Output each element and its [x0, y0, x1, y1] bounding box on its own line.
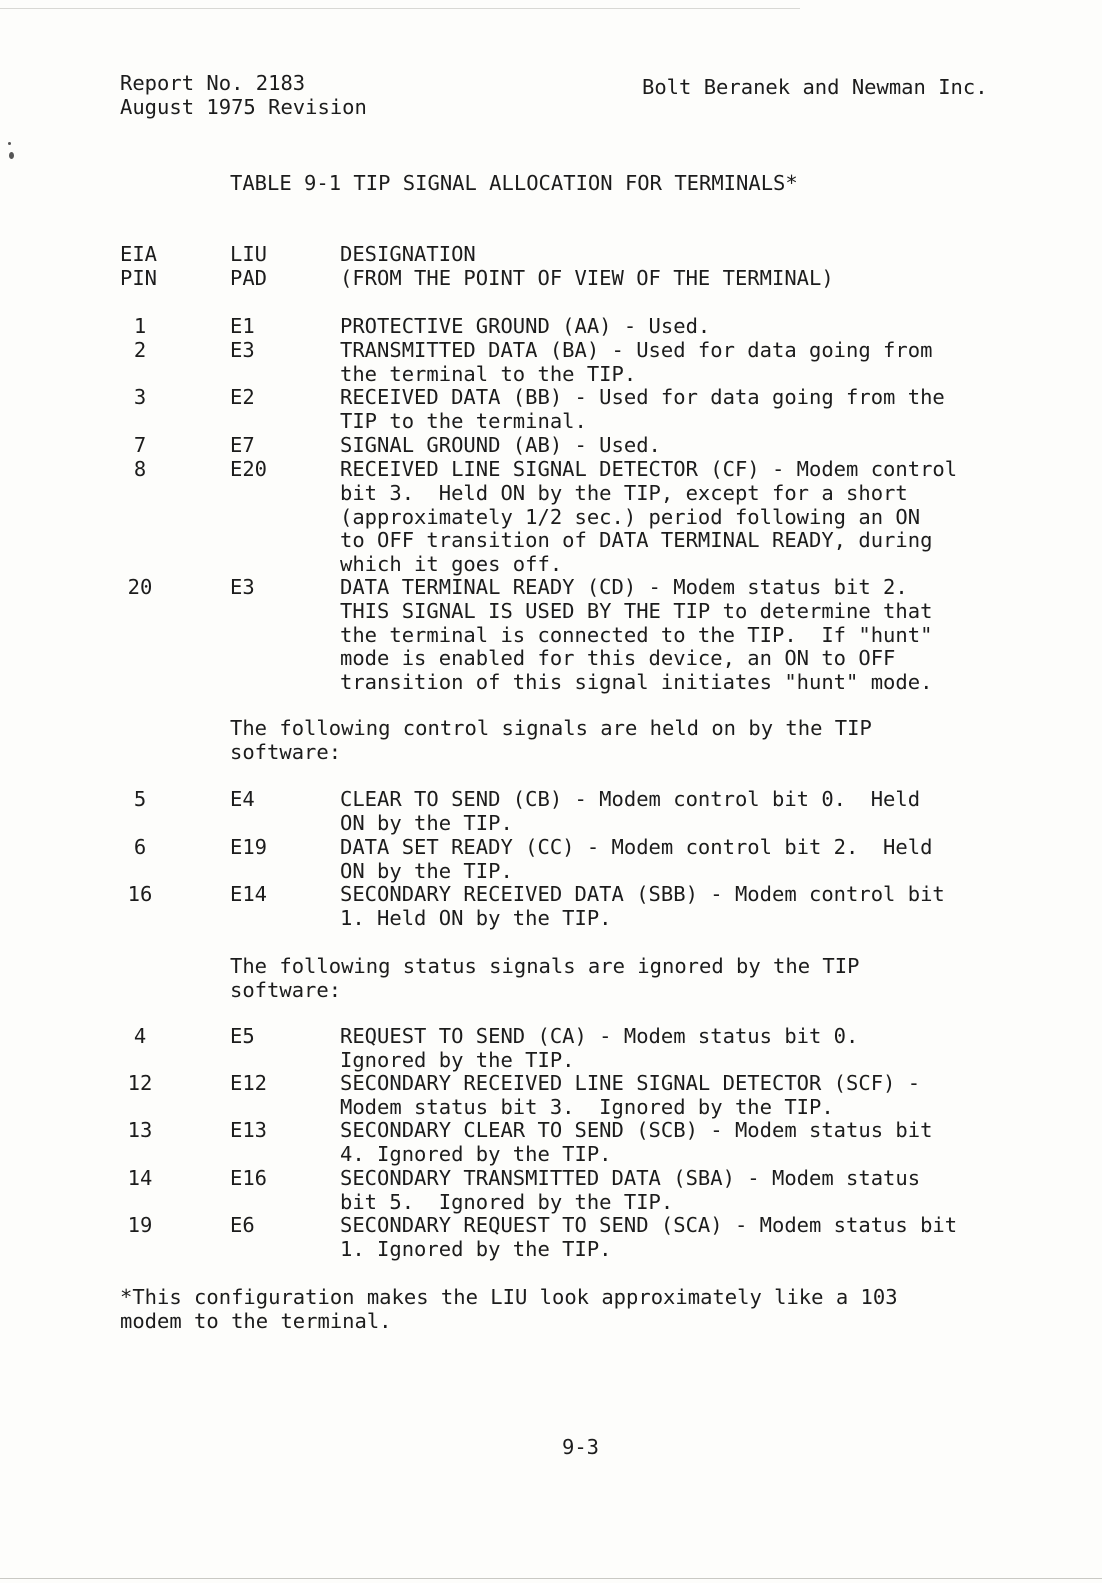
- liu-pad: E5: [230, 1024, 255, 1048]
- eia-pin: 7: [133, 433, 147, 457]
- eia-pin: 5: [133, 787, 147, 811]
- eia-pin: 1: [133, 314, 147, 338]
- designation: PROTECTIVE GROUND (AA) - Used.: [340, 314, 711, 338]
- eia-pin: 12: [127, 1071, 153, 1095]
- liu-pad: E14: [230, 882, 268, 906]
- designation: SECONDARY CLEAR TO SEND (SCB) - Modem status bit 4. Ignored by the TIP.: [340, 1118, 933, 1166]
- top-edge-rule: [0, 8, 800, 9]
- liu-pad: E16: [230, 1166, 268, 1190]
- liu-pad: E3: [230, 575, 255, 599]
- pin-header-line2: PIN: [120, 266, 158, 290]
- footnote: *This configuration makes the LIU look approximately like a 103 modem to the terminal.: [120, 1285, 898, 1333]
- eia-pin: 6: [133, 835, 147, 859]
- designation: SIGNAL GROUND (AB) - Used.: [340, 433, 661, 457]
- table-title: TABLE 9-1 TIP SIGNAL ALLOCATION FOR TERMINALS*: [230, 171, 798, 195]
- designation: SECONDARY REQUEST TO SEND (SCA) - Modem status bit 1. Ignored by the TIP.: [340, 1213, 958, 1261]
- scan-speck: [6, 140, 14, 162]
- liu-pad: E19: [230, 835, 268, 859]
- eia-pin: 16: [127, 882, 153, 906]
- eia-pin: 19: [127, 1213, 153, 1237]
- status-signals-note: The following status signals are ignored by the TIP software:: [230, 954, 860, 1002]
- bottom-edge-rule: [0, 1578, 1102, 1579]
- liu-pad: E2: [230, 385, 255, 409]
- designation: RECEIVED DATA (BB) - Used for data going from the TIP to the terminal.: [340, 385, 945, 433]
- liu-pad: E4: [230, 787, 255, 811]
- designation: SECONDARY RECEIVED DATA (SBB) - Modem control bit 1. Held ON by the TIP.: [340, 882, 945, 930]
- revision-date: August 1975 Revision: [120, 95, 367, 119]
- liu-pad: E7: [230, 433, 255, 457]
- designation: SECONDARY RECEIVED LINE SIGNAL DETECTOR (SCF) - Modem status bit 3. Ignored by the TIP.: [340, 1071, 921, 1119]
- designation: SECONDARY TRANSMITTED DATA (SBA) - Modem status bit 5. Ignored by the TIP.: [340, 1166, 921, 1214]
- eia-pin: 13: [127, 1118, 153, 1142]
- pin-header-line1: EIA: [120, 242, 158, 266]
- pad-header-line2: PAD: [230, 266, 268, 290]
- designation: DATA SET READY (CC) - Modem control bit 2. Held ON by the TIP.: [340, 835, 933, 883]
- designation: RECEIVED LINE SIGNAL DETECTOR (CF) - Modem control bit 3. Held ON by the TIP, except for a short (approximately 1/2 sec.) period following an ON to OFF transition of DATA TERMINAL READY, during which it goes off.: [340, 457, 958, 577]
- page-number: 9-3: [562, 1435, 600, 1459]
- company-name: Bolt Beranek and Newman Inc.: [642, 75, 988, 99]
- control-signals-note: The following control signals are held on by the TIP software:: [230, 716, 872, 764]
- liu-pad: E3: [230, 338, 255, 362]
- designation: CLEAR TO SEND (CB) - Modem control bit 0. Held ON by the TIP.: [340, 787, 921, 835]
- eia-pin: 4: [133, 1024, 147, 1048]
- liu-pad: E13: [230, 1118, 268, 1142]
- designation: REQUEST TO SEND (CA) - Modem status bit 0. Ignored by the TIP.: [340, 1024, 859, 1072]
- designation: DATA TERMINAL READY (CD) - Modem status bit 2. THIS SIGNAL IS USED BY THE TIP to determine that the terminal is connected to the TIP. If "hunt" mode is enabled for this device, an ON to OFF transition of this signal initiates "hunt" mode.: [340, 575, 933, 695]
- designation: TRANSMITTED DATA (BA) - Used for data going from the terminal to the TIP.: [340, 338, 933, 386]
- pad-header-line1: LIU: [230, 242, 268, 266]
- eia-pin: 20: [127, 575, 153, 599]
- eia-pin: 8: [133, 457, 147, 481]
- liu-pad: E20: [230, 457, 268, 481]
- designation-header-line1: DESIGNATION: [340, 242, 476, 266]
- liu-pad: E6: [230, 1213, 255, 1237]
- designation-header-line2: (FROM THE POINT OF VIEW OF THE TERMINAL): [340, 266, 834, 290]
- liu-pad: E12: [230, 1071, 268, 1095]
- liu-pad: E1: [230, 314, 255, 338]
- eia-pin: 3: [133, 385, 147, 409]
- report-number: Report No. 2183: [120, 71, 306, 95]
- eia-pin: 2: [133, 338, 147, 362]
- eia-pin: 14: [127, 1166, 153, 1190]
